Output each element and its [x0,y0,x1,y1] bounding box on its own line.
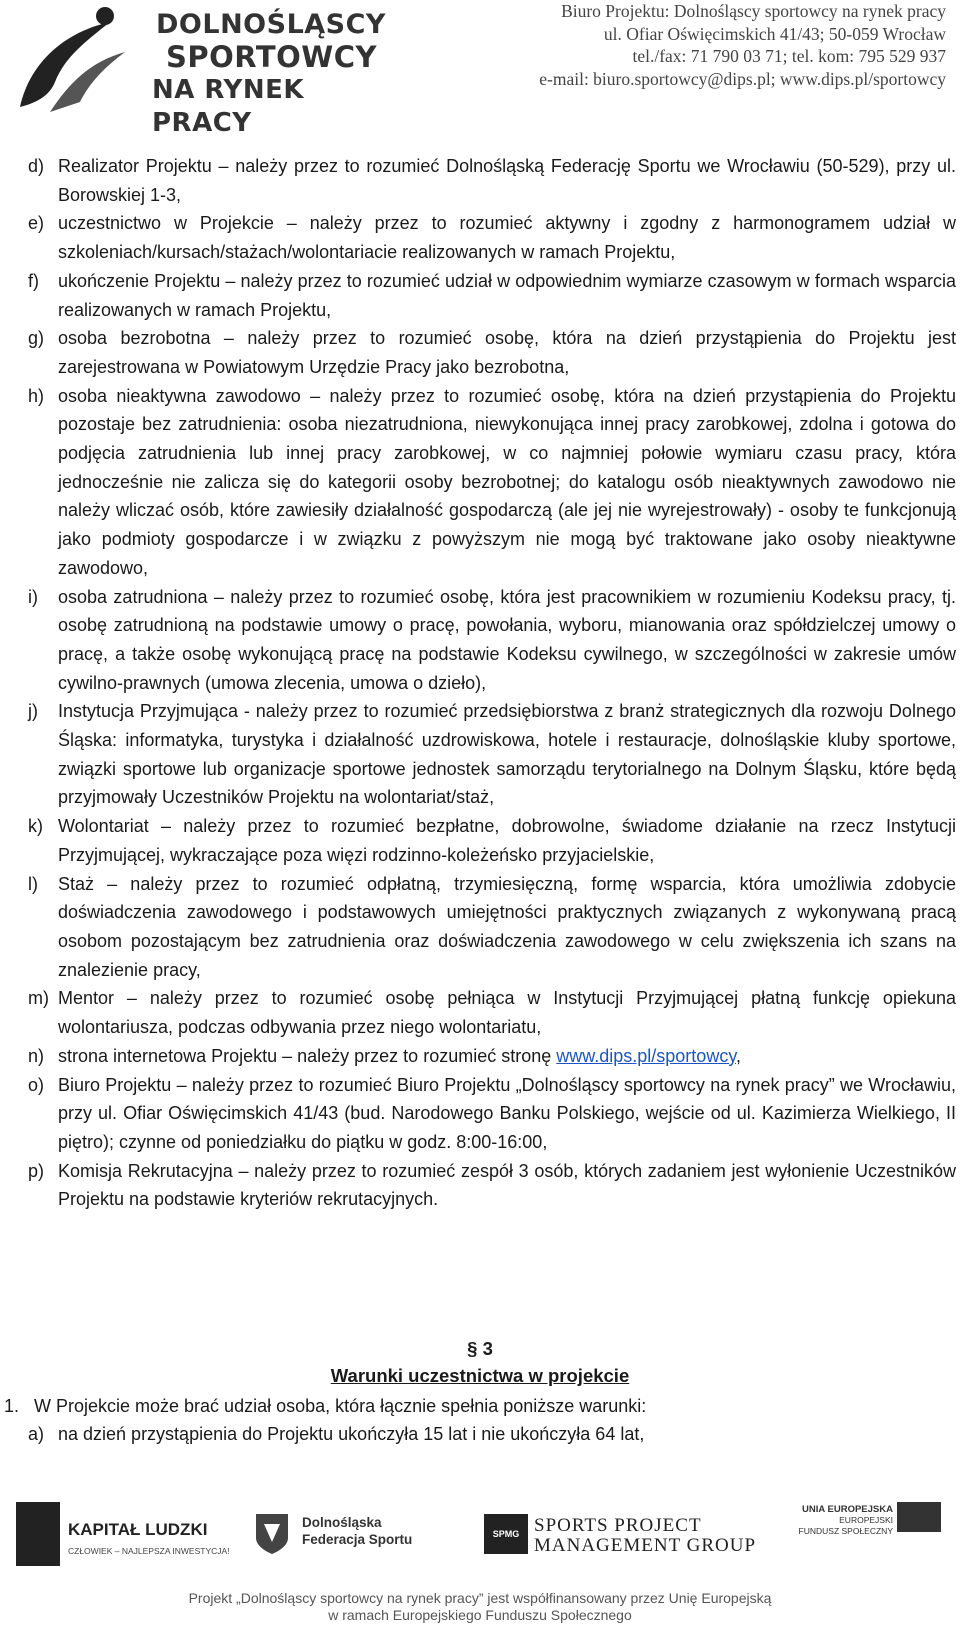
item-text: Instytucja Przyjmująca - należy przez to rozumieć przedsiębiorstwa z branż strategicznych dla rozwoju Dolnego Śląska: informatyka, turystyka i działalność uzdrowiskowa, hotele i restauracje, dolnośląskie kluby sportowe, związki sportowe lub organizacje sportowe jednostek samorządu terytorialnego na Dolnym Śląsku, które będą przyjmowały Uczestników Projektu na wolontariat/staż, [58,701,956,808]
list-item [28,1042,958,1071]
definitions-list [28,152,958,1214]
section-number: § 3 [467,1338,493,1359]
item-text: osoba zatrudniona – należy przez to rozumieć osobę, która jest pracownikiem w rozumieniu Kodeksu pracy, tj. osobę zatrudnioną na podstawie umowy o pracę, powołania, wyboru, mianowania oraz spółdzielczej umowy o pracę, a także osobę wykonującą pracę na podstawie Kodeksu cywilnego, w szczególności w zakresie umów cywilno-prawnych (umowa zlecenia, umowa o dzieło), [58,586,956,693]
list-item [28,324,958,381]
list-item [28,209,958,266]
funding-note [0,1590,960,1624]
logo-wordmark [128,8,386,140]
dfs-logo [252,1510,432,1560]
item-label: e) [28,213,45,234]
project-website-link[interactable]: www.dips.pl/sportowcy [556,1045,736,1066]
item-text-after: , [735,1045,741,1066]
list-item [28,812,958,869]
logo-line-1: DOLNOŚLĄSCY [156,9,386,40]
contact-email: e-mail: biuro.sportowcy@dips.pl; www.dips.pl/sportowcy [539,68,946,89]
dfs-name: Dolnośląska Federacja Sportu [302,1515,413,1547]
spmg-name [534,1516,756,1556]
funding-note-line-2: w ramach Europejskiego Funduszu Społecznego [328,1607,632,1623]
section-title: Warunki uczestnictwa w projekcie [330,1365,630,1386]
item-text: osoba bezrobotna – należy przez to rozumieć osobę, która na dzień przystąpienia do Projektu jest zarejestrowana w Powiatowym Urzędzie Pracy jako bezrobotna, [58,328,956,377]
item-text: Biuro Projektu – należy przez to rozumieć Biuro Projektu „Dolnośląscy sportowcy na rynek pracy” we Wrocławiu, przy ul. Ofiar Oświęcimskich 41/43 (bud. Narodowego Banku Polskiego, wejście od ul. Kazimierza Wielkiego, II piętro); czynne od poniedziałku do piątku w godz. 8:00-16:00, [58,1074,956,1152]
item-label: k) [28,816,43,837]
item-text-before: strona internetowa Projektu – należy przez to rozumieć stronę [58,1045,557,1066]
kapital-ludzki-subtitle: CZŁOWIEK – NAJLEPSZA INWESTYCJA! [68,1546,230,1556]
eu-line-3: FUNDUSZ SPOŁECZNY [798,1526,893,1536]
list-item [28,583,958,698]
item-text: W Projekcie może brać udział osoba, która łącznie spełnia poniższe warunki: [34,1396,647,1416]
item-text: Staż – należy przez to rozumieć odpłatną, trzymiesięczną, formę wsparcia, która umożliwia zdobycie doświadczenia zawodowego i podstawowych umiejętności praktycznych związanych z wykonywaną pracą osobom pozostającym bez zatrudnienia oraz doświadczenia zawodowego w celu zwiększenia ich szans na znalezienie pracy, [58,873,956,980]
item-text: ukończenie Projektu – należy przez to rozumieć udział w odpowiednim wymiarze czasowym w formach wsparcia realizowanych w ramach Projektu, [58,270,956,320]
item-label: f) [28,270,39,291]
list-item [28,870,958,985]
list-item [28,697,958,812]
item-label: a) [28,1424,45,1444]
funding-note-line-1: Projekt „Dolnośląscy sportowcy na rynek pracy” jest współfinansowany przez Unię Europejską [188,1590,772,1606]
contact-address: ul. Ofiar Oświęcimskich 41/43; 50-059 Wrocław [603,23,946,44]
list-item [28,382,958,583]
spmg-emblem: SPMG [484,1514,528,1554]
conditions-list [0,1392,960,1448]
contact-block [506,0,946,90]
eu-flag-icon [897,1502,941,1532]
eu-line-2: EUROPEJSKI [839,1515,893,1525]
spmg-line-1: SPORTS PROJECT [534,1515,702,1536]
project-logo [10,2,386,138]
item-text: uczestnictwo w Projekcie – należy przez to rozumieć aktywny i zgodny z harmonogramem udział w szkoleniach/kursach/stażach/wolontariacie realizowanych w ramach Projektu, [58,213,956,263]
item-text [58,1042,956,1071]
item-label: g) [28,328,45,349]
list-item [28,152,958,209]
kapital-ludzki-icon [16,1502,60,1566]
item-label: o) [28,1074,45,1095]
eu-text [793,1504,893,1537]
item-text: osoba nieaktywna zawodowo – należy przez to rozumieć osobę, która na dzień przystąpienia do Projektu pozostaje bez zatrudnienia: osoba niezatrudniona, niewykonująca innej pracy zarobkowej, zdolna i gotowa do podjęcia zatrudnienia lub innej pracy zarobkowej, w co najmniej połowie wymiaru czasu pracy, która jednocześnie nie zalicza się do kategorii osoby bezrobotnej; do katalogu osób nieaktywnych zawodowo nie należy wliczać osób, które zawiesiły działalność gospodarczą (ale jej nie wyrejestrowały) - osoby te funkcjonują jako podmioty gospodarcze i w związku z powyższym nie mogą być traktowane jako osoby nieaktywne zawodowo, [58,385,956,578]
item-label: p) [28,1160,45,1181]
item-label: n) [28,1045,45,1066]
item-label: j) [28,701,38,722]
spmg-line-2: MANAGEMENT GROUP [534,1535,757,1556]
contact-phone: tel./fax: 71 790 03 71; tel. kom: 795 529 937 [632,46,946,66]
logo-line-2: SPORTOWCY [166,40,378,74]
list-item [28,1071,958,1157]
item-text: Komisja Rekrutacyjna – należy przez to rozumieć zespół 3 osób, których zadaniem jest wyłonienie Uczestników Projektu na podstawie kryteriów rekrutacyjnych. [58,1160,956,1210]
runner-logo-icon [10,2,130,122]
list-item [28,267,958,324]
eu-logo [793,1502,943,1572]
list-item [28,984,958,1041]
item-label: d) [28,156,45,176]
sponsor-logos [0,1494,960,1584]
item-label: l) [28,873,38,894]
list-item [0,1392,960,1420]
page-header [0,0,960,138]
kapital-ludzki-title: KAPITAŁ LUDZKI [68,1520,208,1539]
item-text: Mentor – należy przez to rozumieć osobę pełniąca w Instytucji Przyjmującej płatną funkcję opiekuna wolontariusza, podczas odbywania przez niego wolontariatu, [58,988,956,1038]
item-text: na dzień przystąpienia do Projektu ukończyła 15 lat i nie ukończyła 64 lat, [58,1424,645,1444]
eu-line-1: UNIA EUROPEJSKA [802,1504,893,1515]
item-label: h) [28,385,45,406]
dfs-emblem-icon [252,1510,292,1556]
item-label: i) [28,586,38,607]
item-text: Wolontariat – należy przez to rozumieć bezpłatne, dobrowolne, świadome działanie na rzecz Instytucji Przyjmującej, wykraczające poza więzi rodzinno-koleżeńsko przyjacielskie, [58,816,956,865]
list-item [0,1420,960,1448]
logo-line-3: NA RYNEK PRACY [152,75,305,138]
spmg-logo [484,1514,757,1558]
list-item [28,1157,958,1214]
contact-office: Biuro Projektu: Dolnośląscy sportowcy na rynek pracy [561,1,946,21]
item-text: Realizator Projektu – należy przez to rozumieć Dolnośląską Federację Sportu we Wrocławiu (50-529), przy ul. Borowskiej 1-3, [58,156,956,205]
kapital-ludzki-logo [16,1502,230,1572]
item-label: 1. [4,1396,20,1416]
item-label: m) [28,988,49,1009]
